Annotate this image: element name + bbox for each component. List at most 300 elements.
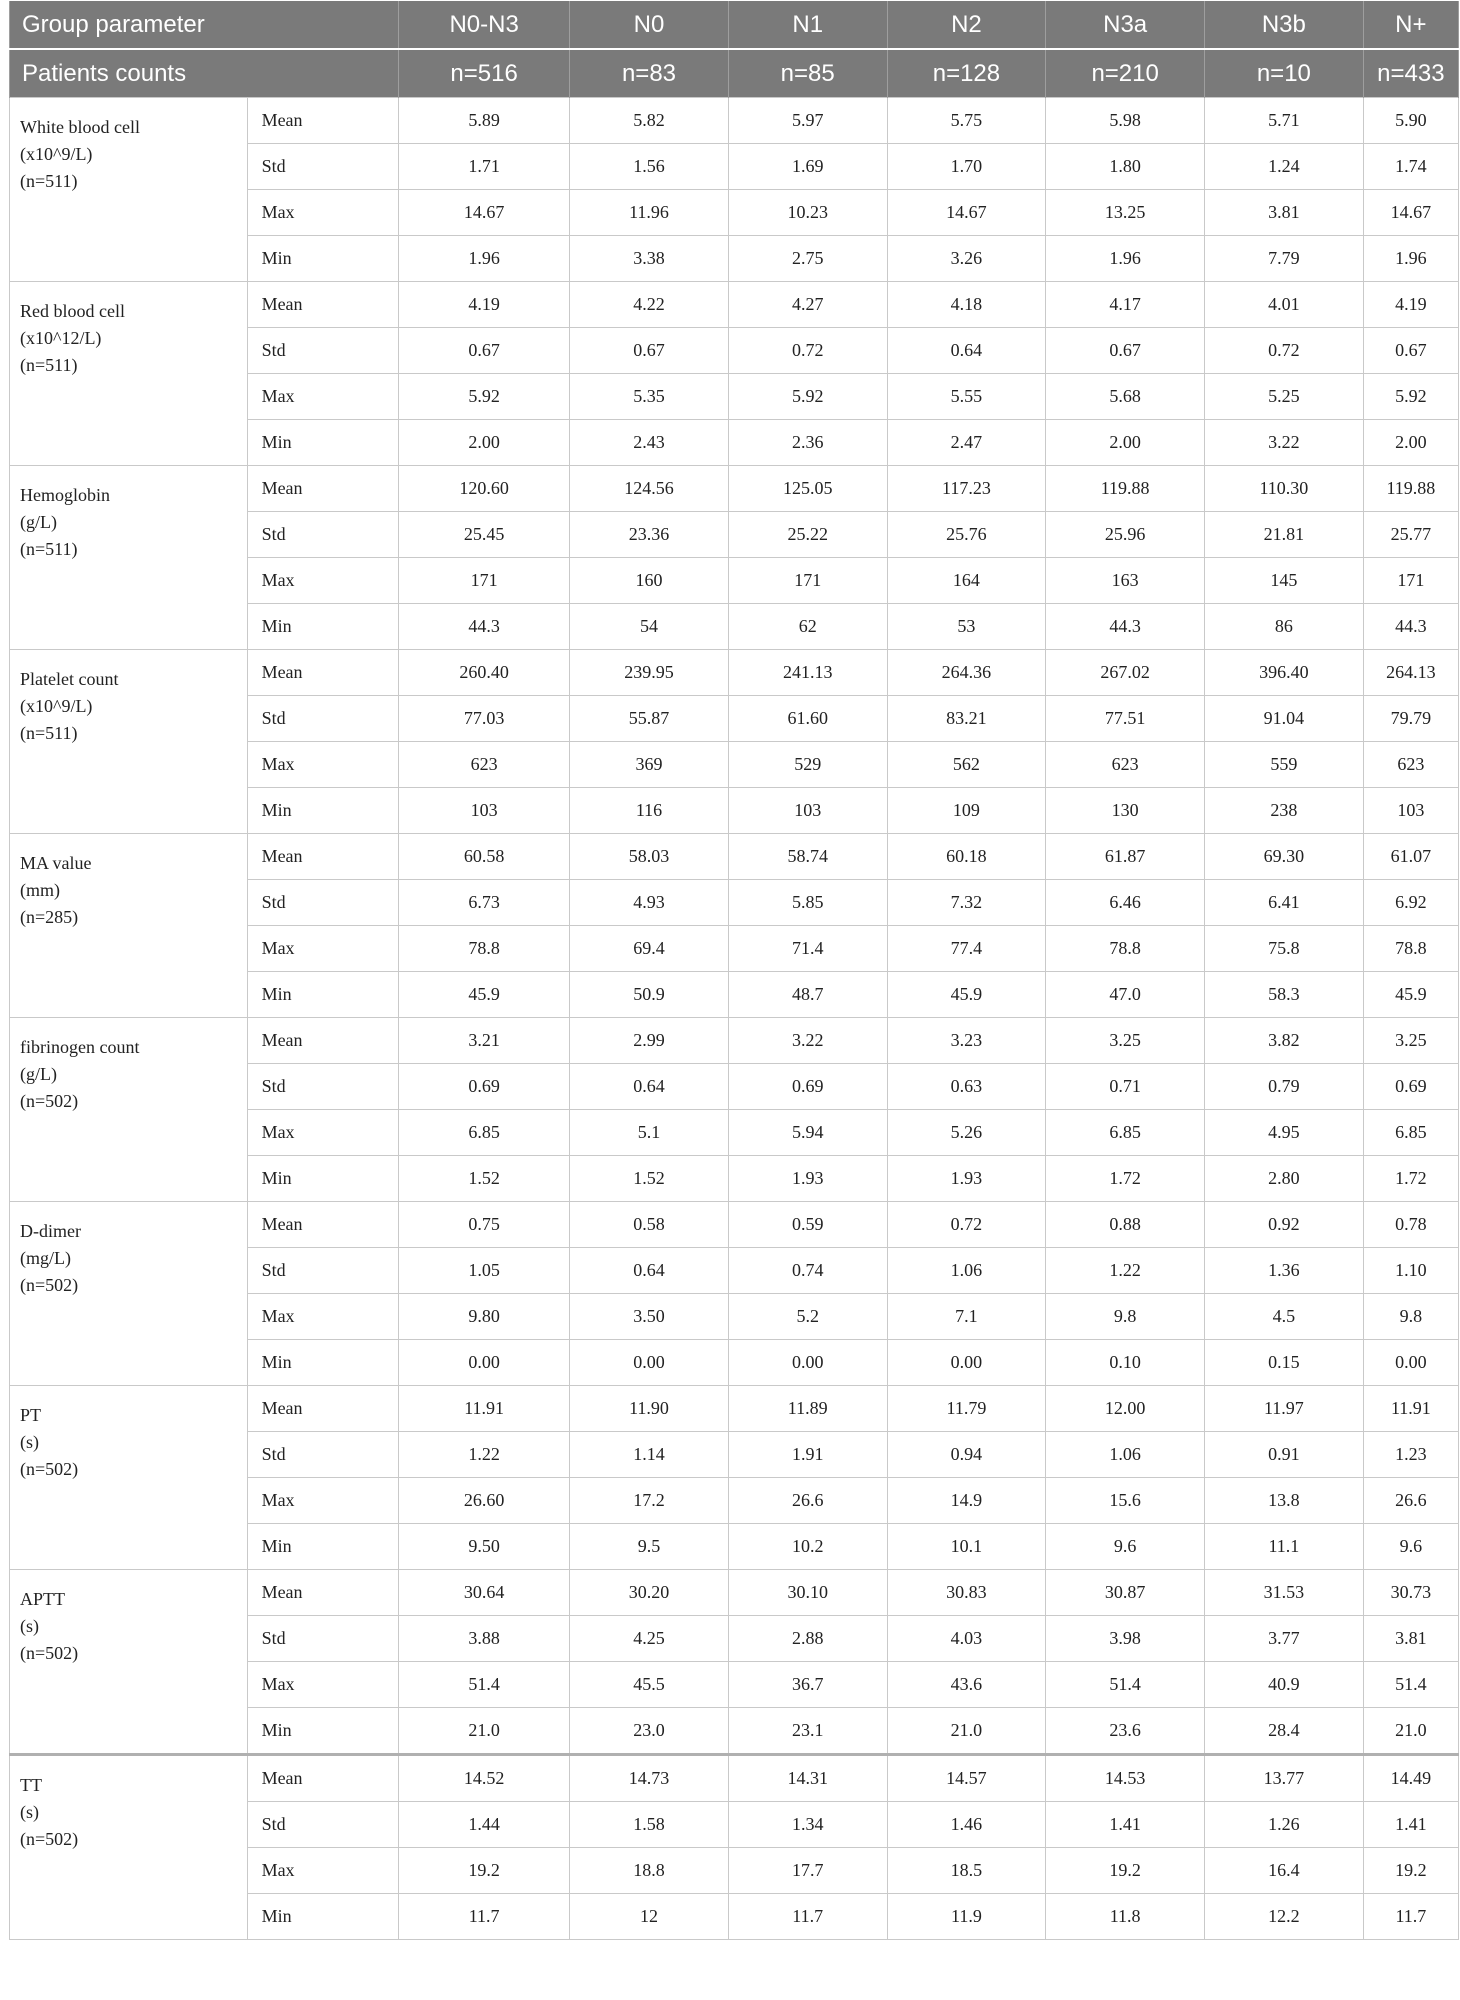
count-n2: n=128 <box>887 49 1046 98</box>
parameter-label-line: (x10^12/L) <box>20 328 102 348</box>
value-cell: 0.69 <box>1363 1064 1458 1110</box>
value-cell: 11.8 <box>1046 1894 1205 1940</box>
value-cell: 14.67 <box>1363 190 1458 236</box>
value-cell: 11.91 <box>399 1386 570 1432</box>
value-cell: 0.00 <box>887 1340 1046 1386</box>
value-cell: 103 <box>399 788 570 834</box>
stat-label: Mean <box>247 1202 399 1248</box>
value-cell: 19.2 <box>1363 1848 1458 1894</box>
value-cell: 36.7 <box>728 1662 887 1708</box>
count-n3b: n=10 <box>1205 49 1364 98</box>
stat-label: Min <box>247 420 399 466</box>
value-cell: 0.91 <box>1205 1432 1364 1478</box>
value-cell: 26.6 <box>1363 1478 1458 1524</box>
value-cell: 1.23 <box>1363 1432 1458 1478</box>
value-cell: 0.72 <box>728 328 887 374</box>
value-cell: 5.92 <box>1363 374 1458 420</box>
value-cell: 61.87 <box>1046 834 1205 880</box>
value-cell: 14.49 <box>1363 1755 1458 1802</box>
value-cell: 1.56 <box>570 144 729 190</box>
value-cell: 3.88 <box>399 1616 570 1662</box>
value-cell: 62 <box>728 604 887 650</box>
value-cell: 5.71 <box>1205 98 1364 144</box>
value-cell: 9.5 <box>570 1524 729 1570</box>
stat-label: Mean <box>247 1386 399 1432</box>
value-cell: 45.9 <box>1363 972 1458 1018</box>
value-cell: 130 <box>1046 788 1205 834</box>
group-header-n-plus: N+ <box>1363 1 1458 49</box>
stat-label: Mean <box>247 1018 399 1064</box>
value-cell: 53 <box>887 604 1046 650</box>
value-cell: 145 <box>1205 558 1364 604</box>
value-cell: 5.1 <box>570 1110 729 1156</box>
value-cell: 0.00 <box>399 1340 570 1386</box>
value-cell: 25.76 <box>887 512 1046 558</box>
value-cell: 11.7 <box>728 1894 887 1940</box>
value-cell: 0.75 <box>399 1202 570 1248</box>
group-header-n0: N0 <box>570 1 729 49</box>
value-cell: 6.41 <box>1205 880 1364 926</box>
value-cell: 12.00 <box>1046 1386 1205 1432</box>
value-cell: 117.23 <box>887 466 1046 512</box>
value-cell: 1.34 <box>728 1802 887 1848</box>
value-cell: 103 <box>728 788 887 834</box>
table-row <box>10 650 1459 696</box>
value-cell: 1.80 <box>1046 144 1205 190</box>
parameter-label-line: Hemoglobin <box>20 485 110 505</box>
value-cell: 25.77 <box>1363 512 1458 558</box>
parameter-label-line: (mg/L) <box>20 1248 71 1268</box>
value-cell: 0.74 <box>728 1248 887 1294</box>
value-cell: 5.97 <box>728 98 887 144</box>
value-cell: 0.78 <box>1363 1202 1458 1248</box>
stat-label: Min <box>247 604 399 650</box>
stat-label: Min <box>247 236 399 282</box>
table-body <box>10 98 1459 1940</box>
value-cell: 0.72 <box>887 1202 1046 1248</box>
value-cell: 0.64 <box>570 1248 729 1294</box>
group-header-n3b: N3b <box>1205 1 1364 49</box>
value-cell: 21.0 <box>887 1708 1046 1755</box>
value-cell: 1.06 <box>1046 1432 1205 1478</box>
value-cell: 1.44 <box>399 1802 570 1848</box>
value-cell: 77.51 <box>1046 696 1205 742</box>
stat-label: Std <box>247 512 399 558</box>
value-cell: 16.4 <box>1205 1848 1364 1894</box>
value-cell: 58.74 <box>728 834 887 880</box>
value-cell: 12.2 <box>1205 1894 1364 1940</box>
value-cell: 4.27 <box>728 282 887 328</box>
value-cell: 9.8 <box>1046 1294 1205 1340</box>
group-header-n3a: N3a <box>1046 1 1205 49</box>
value-cell: 3.21 <box>399 1018 570 1064</box>
value-cell: 1.14 <box>570 1432 729 1478</box>
table-row <box>10 834 1459 880</box>
value-cell: 2.36 <box>728 420 887 466</box>
parameter-label <box>10 98 248 282</box>
value-cell: 6.85 <box>1363 1110 1458 1156</box>
value-cell: 1.05 <box>399 1248 570 1294</box>
value-cell: 1.93 <box>887 1156 1046 1202</box>
value-cell: 0.69 <box>728 1064 887 1110</box>
value-cell: 0.59 <box>728 1202 887 1248</box>
value-cell: 1.70 <box>887 144 1046 190</box>
value-cell: 23.0 <box>570 1708 729 1755</box>
value-cell: 1.26 <box>1205 1802 1364 1848</box>
value-cell: 0.79 <box>1205 1064 1364 1110</box>
value-cell: 7.32 <box>887 880 1046 926</box>
value-cell: 13.8 <box>1205 1478 1364 1524</box>
value-cell: 2.43 <box>570 420 729 466</box>
value-cell: 30.87 <box>1046 1570 1205 1616</box>
stat-label: Mean <box>247 1570 399 1616</box>
count-n3a: n=210 <box>1046 49 1205 98</box>
value-cell: 10.2 <box>728 1524 887 1570</box>
value-cell: 125.05 <box>728 466 887 512</box>
value-cell: 1.06 <box>887 1248 1046 1294</box>
value-cell: 171 <box>728 558 887 604</box>
value-cell: 11.97 <box>1205 1386 1364 1432</box>
value-cell: 10.1 <box>887 1524 1046 1570</box>
parameter-label-line: (g/L) <box>20 1064 57 1084</box>
stat-label: Min <box>247 1340 399 1386</box>
value-cell: 1.22 <box>399 1432 570 1478</box>
value-cell: 2.47 <box>887 420 1046 466</box>
value-cell: 0.00 <box>570 1340 729 1386</box>
value-cell: 31.53 <box>1205 1570 1364 1616</box>
value-cell: 86 <box>1205 604 1364 650</box>
value-cell: 9.80 <box>399 1294 570 1340</box>
value-cell: 23.6 <box>1046 1708 1205 1755</box>
value-cell: 0.69 <box>399 1064 570 1110</box>
value-cell: 9.50 <box>399 1524 570 1570</box>
value-cell: 116 <box>570 788 729 834</box>
value-cell: 5.68 <box>1046 374 1205 420</box>
value-cell: 28.4 <box>1205 1708 1364 1755</box>
value-cell: 3.26 <box>887 236 1046 282</box>
table-row <box>10 282 1459 328</box>
value-cell: 2.00 <box>1046 420 1205 466</box>
value-cell: 4.95 <box>1205 1110 1364 1156</box>
value-cell: 14.57 <box>887 1755 1046 1802</box>
value-cell: 0.94 <box>887 1432 1046 1478</box>
count-n-plus: n=433 <box>1363 49 1458 98</box>
count-n0-n3: n=516 <box>399 49 570 98</box>
stat-label: Min <box>247 972 399 1018</box>
value-cell: 3.98 <box>1046 1616 1205 1662</box>
parameter-label <box>10 1018 248 1202</box>
value-cell: 25.96 <box>1046 512 1205 558</box>
value-cell: 18.5 <box>887 1848 1046 1894</box>
parameter-label-line: TT <box>20 1775 42 1795</box>
value-cell: 160 <box>570 558 729 604</box>
value-cell: 1.91 <box>728 1432 887 1478</box>
value-cell: 5.75 <box>887 98 1046 144</box>
value-cell: 11.1 <box>1205 1524 1364 1570</box>
value-cell: 3.50 <box>570 1294 729 1340</box>
value-cell: 0.88 <box>1046 1202 1205 1248</box>
value-cell: 1.58 <box>570 1802 729 1848</box>
value-cell: 25.22 <box>728 512 887 558</box>
stat-label: Std <box>247 1616 399 1662</box>
table-row <box>10 1570 1459 1616</box>
value-cell: 0.10 <box>1046 1340 1205 1386</box>
parameter-label <box>10 834 248 1018</box>
value-cell: 11.79 <box>887 1386 1046 1432</box>
value-cell: 44.3 <box>1046 604 1205 650</box>
parameter-label-line: (x10^9/L) <box>20 696 93 716</box>
value-cell: 9.8 <box>1363 1294 1458 1340</box>
value-cell: 119.88 <box>1046 466 1205 512</box>
value-cell: 54 <box>570 604 729 650</box>
stat-label: Std <box>247 328 399 374</box>
value-cell: 0.64 <box>570 1064 729 1110</box>
parameter-label-line: (s) <box>20 1802 39 1822</box>
value-cell: 19.2 <box>399 1848 570 1894</box>
value-cell: 45.9 <box>887 972 1046 1018</box>
value-cell: 264.13 <box>1363 650 1458 696</box>
stat-label: Mean <box>247 650 399 696</box>
value-cell: 1.22 <box>1046 1248 1205 1294</box>
value-cell: 623 <box>1363 742 1458 788</box>
value-cell: 0.92 <box>1205 1202 1364 1248</box>
value-cell: 5.92 <box>399 374 570 420</box>
value-cell: 3.82 <box>1205 1018 1364 1064</box>
value-cell: 5.85 <box>728 880 887 926</box>
value-cell: 6.92 <box>1363 880 1458 926</box>
value-cell: 1.10 <box>1363 1248 1458 1294</box>
value-cell: 562 <box>887 742 1046 788</box>
value-cell: 26.60 <box>399 1478 570 1524</box>
stat-label: Max <box>247 1478 399 1524</box>
value-cell: 58.3 <box>1205 972 1364 1018</box>
value-cell: 1.93 <box>728 1156 887 1202</box>
value-cell: 60.58 <box>399 834 570 880</box>
value-cell: 0.63 <box>887 1064 1046 1110</box>
parameter-label <box>10 1386 248 1570</box>
value-cell: 11.91 <box>1363 1386 1458 1432</box>
parameter-label <box>10 466 248 650</box>
value-cell: 45.5 <box>570 1662 729 1708</box>
parameter-label-line: (n=511) <box>20 171 78 191</box>
value-cell: 6.73 <box>399 880 570 926</box>
value-cell: 4.19 <box>399 282 570 328</box>
group-header-n1: N1 <box>728 1 887 49</box>
stat-label: Mean <box>247 834 399 880</box>
value-cell: 14.67 <box>887 190 1046 236</box>
value-cell: 14.73 <box>570 1755 729 1802</box>
value-cell: 5.90 <box>1363 98 1458 144</box>
value-cell: 1.41 <box>1046 1802 1205 1848</box>
value-cell: 264.36 <box>887 650 1046 696</box>
value-cell: 3.22 <box>728 1018 887 1064</box>
parameter-label-line: Platelet count <box>20 669 119 689</box>
group-header-n2: N2 <box>887 1 1046 49</box>
value-cell: 0.00 <box>728 1340 887 1386</box>
value-cell: 1.96 <box>1046 236 1205 282</box>
value-cell: 14.31 <box>728 1755 887 1802</box>
stat-label: Min <box>247 1894 399 1940</box>
parameter-label-line: (n=502) <box>20 1275 79 1295</box>
value-cell: 17.2 <box>570 1478 729 1524</box>
stat-label: Mean <box>247 98 399 144</box>
value-cell: 83.21 <box>887 696 1046 742</box>
value-cell: 14.53 <box>1046 1755 1205 1802</box>
value-cell: 19.2 <box>1046 1848 1205 1894</box>
value-cell: 0.72 <box>1205 328 1364 374</box>
value-cell: 11.90 <box>570 1386 729 1432</box>
value-cell: 4.22 <box>570 282 729 328</box>
table-row <box>10 1018 1459 1064</box>
value-cell: 1.96 <box>399 236 570 282</box>
value-cell: 5.26 <box>887 1110 1046 1156</box>
header-row-groups <box>10 1 1459 49</box>
value-cell: 47.0 <box>1046 972 1205 1018</box>
value-cell: 11.96 <box>570 190 729 236</box>
value-cell: 2.75 <box>728 236 887 282</box>
value-cell: 50.9 <box>570 972 729 1018</box>
value-cell: 4.18 <box>887 282 1046 328</box>
value-cell: 79.79 <box>1363 696 1458 742</box>
value-cell: 3.25 <box>1363 1018 1458 1064</box>
table-row <box>10 466 1459 512</box>
value-cell: 1.71 <box>399 144 570 190</box>
stat-label: Min <box>247 1708 399 1755</box>
value-cell: 69.30 <box>1205 834 1364 880</box>
value-cell: 164 <box>887 558 1046 604</box>
value-cell: 44.3 <box>399 604 570 650</box>
value-cell: 5.2 <box>728 1294 887 1340</box>
value-cell: 103 <box>1363 788 1458 834</box>
value-cell: 1.96 <box>1363 236 1458 282</box>
value-cell: 3.81 <box>1205 190 1364 236</box>
parameter-label-line: (s) <box>20 1616 39 1636</box>
value-cell: 4.25 <box>570 1616 729 1662</box>
stat-label: Min <box>247 1524 399 1570</box>
value-cell: 2.80 <box>1205 1156 1364 1202</box>
value-cell: 23.36 <box>570 512 729 558</box>
value-cell: 51.4 <box>1046 1662 1205 1708</box>
value-cell: 51.4 <box>1363 1662 1458 1708</box>
value-cell: 559 <box>1205 742 1364 788</box>
value-cell: 110.30 <box>1205 466 1364 512</box>
value-cell: 7.79 <box>1205 236 1364 282</box>
value-cell: 119.88 <box>1363 466 1458 512</box>
patients-counts-header: Patients counts <box>10 49 399 98</box>
parameter-label-line: (n=511) <box>20 723 78 743</box>
value-cell: 4.93 <box>570 880 729 926</box>
value-cell: 4.5 <box>1205 1294 1364 1340</box>
parameter-label-line: (n=511) <box>20 539 78 559</box>
value-cell: 44.3 <box>1363 604 1458 650</box>
value-cell: 4.03 <box>887 1616 1046 1662</box>
value-cell: 529 <box>728 742 887 788</box>
parameter-label-line: (x10^9/L) <box>20 144 93 164</box>
value-cell: 239.95 <box>570 650 729 696</box>
value-cell: 2.88 <box>728 1616 887 1662</box>
value-cell: 2.00 <box>399 420 570 466</box>
stat-label: Max <box>247 1110 399 1156</box>
value-cell: 23.1 <box>728 1708 887 1755</box>
value-cell: 2.99 <box>570 1018 729 1064</box>
value-cell: 0.00 <box>1363 1340 1458 1386</box>
stat-label: Std <box>247 880 399 926</box>
value-cell: 238 <box>1205 788 1364 834</box>
stat-label: Max <box>247 1848 399 1894</box>
value-cell: 18.8 <box>570 1848 729 1894</box>
value-cell: 43.6 <box>887 1662 1046 1708</box>
value-cell: 5.35 <box>570 374 729 420</box>
parameter-label-line: APTT <box>20 1589 65 1609</box>
parameter-label-line: White blood cell <box>20 117 140 137</box>
value-cell: 5.92 <box>728 374 887 420</box>
value-cell: 11.89 <box>728 1386 887 1432</box>
value-cell: 25.45 <box>399 512 570 558</box>
stat-label: Std <box>247 144 399 190</box>
parameter-label-line: (n=502) <box>20 1829 79 1849</box>
stat-label: Max <box>247 558 399 604</box>
value-cell: 13.25 <box>1046 190 1205 236</box>
value-cell: 0.67 <box>570 328 729 374</box>
value-cell: 55.87 <box>570 696 729 742</box>
group-parameter-header: Group parameter <box>10 1 399 49</box>
parameter-label-line: (g/L) <box>20 512 57 532</box>
value-cell: 21.0 <box>399 1708 570 1755</box>
value-cell: 17.7 <box>728 1848 887 1894</box>
value-cell: 3.77 <box>1205 1616 1364 1662</box>
value-cell: 14.52 <box>399 1755 570 1802</box>
parameter-label-line: D-dimer <box>20 1221 81 1241</box>
value-cell: 61.07 <box>1363 834 1458 880</box>
value-cell: 26.6 <box>728 1478 887 1524</box>
stat-label: Std <box>247 1064 399 1110</box>
value-cell: 1.24 <box>1205 144 1364 190</box>
value-cell: 77.4 <box>887 926 1046 972</box>
stat-label: Max <box>247 374 399 420</box>
table-row <box>10 1202 1459 1248</box>
value-cell: 6.46 <box>1046 880 1205 926</box>
header-row-counts <box>10 49 1459 98</box>
value-cell: 14.9 <box>887 1478 1046 1524</box>
value-cell: 9.6 <box>1046 1524 1205 1570</box>
stat-label: Std <box>247 696 399 742</box>
group-header-n0-n3: N0-N3 <box>399 1 570 49</box>
value-cell: 1.74 <box>1363 144 1458 190</box>
parameter-label-line: PT <box>20 1405 42 1425</box>
value-cell: 623 <box>1046 742 1205 788</box>
value-cell: 0.58 <box>570 1202 729 1248</box>
value-cell: 30.20 <box>570 1570 729 1616</box>
value-cell: 58.03 <box>570 834 729 880</box>
parameter-label-line: (n=511) <box>20 355 78 375</box>
value-cell: 0.67 <box>1363 328 1458 374</box>
blood-parameter-table <box>9 1 1459 1940</box>
value-cell: 78.8 <box>1046 926 1205 972</box>
value-cell: 1.69 <box>728 144 887 190</box>
parameter-label-line: Red blood cell <box>20 301 125 321</box>
stat-label: Max <box>247 926 399 972</box>
value-cell: 75.8 <box>1205 926 1364 972</box>
value-cell: 5.82 <box>570 98 729 144</box>
value-cell: 6.85 <box>399 1110 570 1156</box>
parameter-label <box>10 1570 248 1755</box>
stat-label: Mean <box>247 466 399 512</box>
stat-label: Max <box>247 1294 399 1340</box>
stat-label: Mean <box>247 282 399 328</box>
value-cell: 3.25 <box>1046 1018 1205 1064</box>
value-cell: 13.77 <box>1205 1755 1364 1802</box>
stat-label: Max <box>247 742 399 788</box>
